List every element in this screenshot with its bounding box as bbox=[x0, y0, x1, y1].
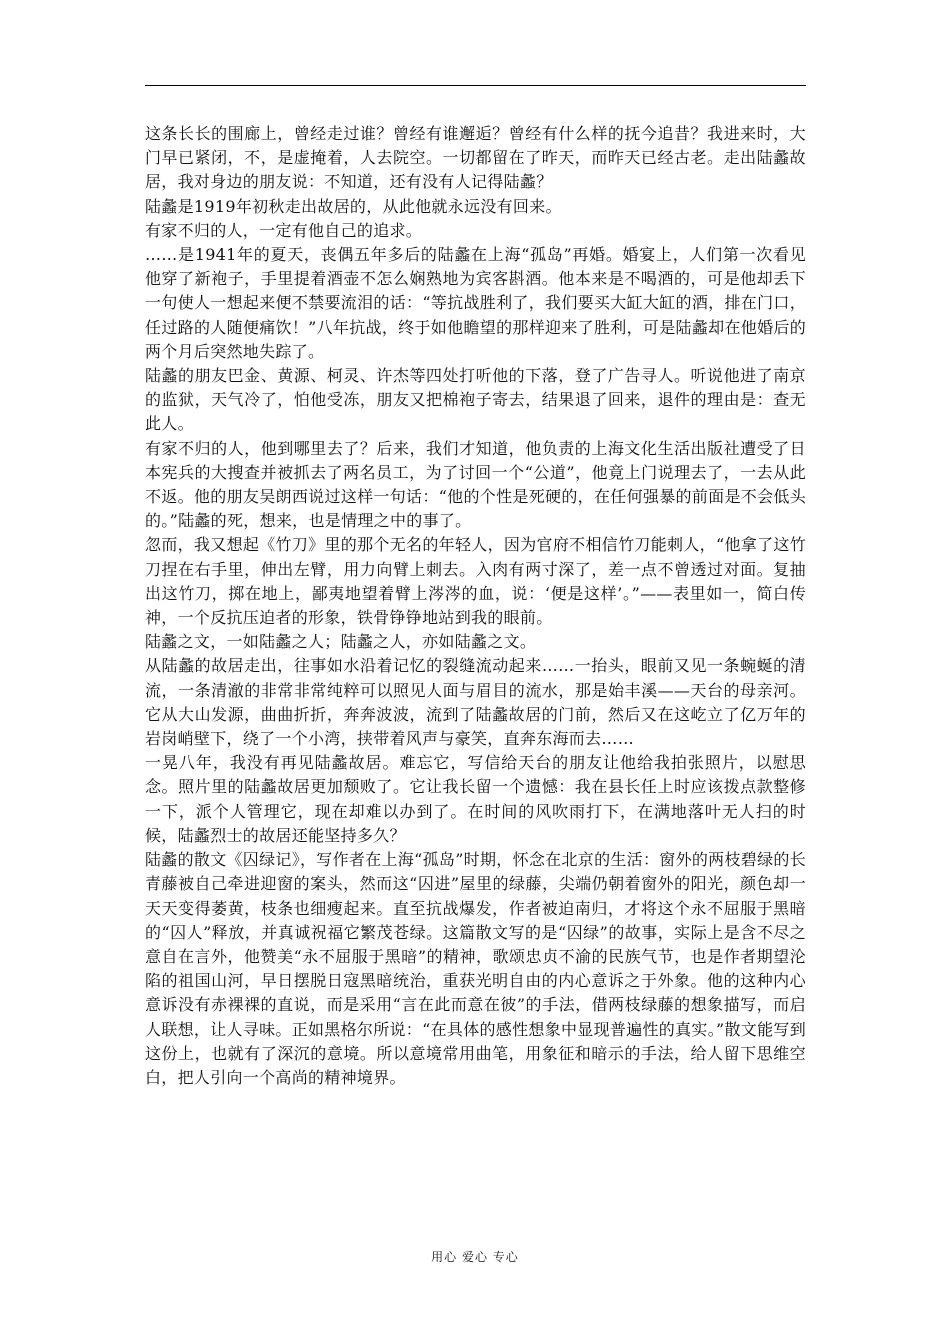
header-rule bbox=[145, 85, 806, 86]
paragraph: ……是1941年的夏天，丧偶五年多后的陆蠡在上海“孤岛”再婚。婚宴上，人们第一次看见他穿了新袍子，手里提着酒壶不怎么娴熟地为宾客斟酒。他本来是不喝酒的，可是他却丢下一句使人一想起来便不禁要流泪的话：“等抗战胜利了，我们要买大缸大缸的酒，排在门口，任过路的人随便痛饮！”八年抗战，终于如他瞻望的那样迎来了胜利，可是陆蠡却在他婚后的两个月后突然地失踪了。 bbox=[145, 245, 806, 361]
paragraph: 有家不归的人，他到哪里去了？后来，我们才知道，他负责的上海文化生活出版社遭受了日本宪兵的大搜查并被抓去了两名员工，为了讨回一个“公道”，他竟上门说理去了，一去从此不返。他的朋友吴朗西说过这样一句话：“他的个性是死硬的，在任何强暴的前面是不会低头的。”陆蠡的死，想来，也是情理之中的事了。 bbox=[145, 438, 806, 531]
paragraph: 陆蠡的朋友巴金、黄源、柯灵、许杰等四处打听他的下落，登了广告寻人。听说他进了南京的监狱，天气冷了，怕他受冻，朋友又把棉袍子寄去，结果退了回来，退件的理由是：查无此人。 bbox=[145, 366, 806, 434]
paragraph: 有家不归的人，一定有他自己的追求。 bbox=[145, 220, 423, 240]
document-body bbox=[145, 122, 806, 1090]
paragraph: 忽而，我又想起《竹刀》里的那个无名的年轻人，因为官府不相信竹刀能刺人，“他拿了这竹刀捏在右手里，伸出左臂，用力向臂上刺去。入肉有两寸深了，差一点不曾透过对面。复抽出这竹刀，掷在地上，鄙夷地望着臂上涔涔的血，说：‘便是这样’。”——表里如一，简白传神，一个反抗压迫者的形象，铁骨铮铮地站到我的眼前。 bbox=[145, 535, 806, 628]
page-footer: 用心 爱心 专心 bbox=[431, 1250, 519, 1264]
paragraph: 陆蠡之文，一如陆蠡之人；陆蠡之人，亦如陆蠡之文。 bbox=[145, 632, 537, 652]
paragraph: 从陆蠡的故居走出，往事如水沿着记忆的裂缝流动起来……一抬头，眼前又见一条蜿蜒的清流，一条清澈的非常非常纯粹可以照见人面与眉目的流水，那是始丰溪——天台的母亲河。它从大山发源，曲曲折折，奔奔波波，流到了陆蠡故居的门前，然后又在这屹立了亿万年的岩岗峭壁下，绕了一个小湾，挟带着风声与豪笑，直奔东海而去…… bbox=[145, 656, 806, 749]
paragraph: 这条长长的围廊上，曾经走过谁？曾经有谁邂逅？曾经有什么样的抚今追昔？我进来时，大门早已紧闭，不，是虚掩着，人去院空。一切都留在了昨天，而昨天已经古老。走出陆蠡故居，我对身边的朋友说：不知道，还有没有人记得陆蠡？ bbox=[145, 124, 806, 192]
paragraph: 一晃八年，我没有再见陆蠡故居。难忘它，写信给天台的朋友让他给我拍张照片，以慰思念。照片里的陆蠡故居更加颓败了。它让我长留一个遗憾：我在县长任上时应该拨点款整修一下，派个人管理它，现在却难以办到了。在时间的风吹雨打下，在满地落叶无人扫的时候，陆蠡烈士的故居还能坚持多久？ bbox=[145, 753, 806, 845]
paragraph: 陆蠡是1919年初秋走出故居的，从此他就永远没有回来。 bbox=[145, 196, 562, 216]
paragraph: 陆蠡的散文《囚绿记》，写作者在上海“孤岛”时期，怀念在北京的生活：窗外的两枝碧绿的长青藤被自己牵进迎窗的案头，然而这“囚进”屋里的绿藤，尖端仍朝着窗外的阳光，颜色却一天天变得萎黄，枝条也细瘦起来。直至抗战爆发，作者被迫南归，才将这个永不屈服于黑暗的“囚人”释放，并真诚祝福它繁茂苍绿。这篇散文写的是“囚绿”的故事，实际上是含不尽之意自在言外，他赞美“永不屈服于黑暗”的精神，歌颂忠贞不渝的民族气节，也是作者期望沦陷的祖国山河，早日摆脱日寇黑暗统治，重获光明自由的内心意诉之于外象。他的这种内心意诉没有赤裸裸的直说，而是采用“言在此而意在彼”的手法，借两枝绿藤的想象描写，而启人联想，让人寻味。正如黑格尔所说：“在具体的感性想象中显现普遍性的真实。”散文能写到这份上，也就有了深沉的意境。所以意境常用曲笔，用象征和暗示的手法，给人留下思维空白，把人引向一个高尚的精神境界。 bbox=[145, 850, 806, 1087]
